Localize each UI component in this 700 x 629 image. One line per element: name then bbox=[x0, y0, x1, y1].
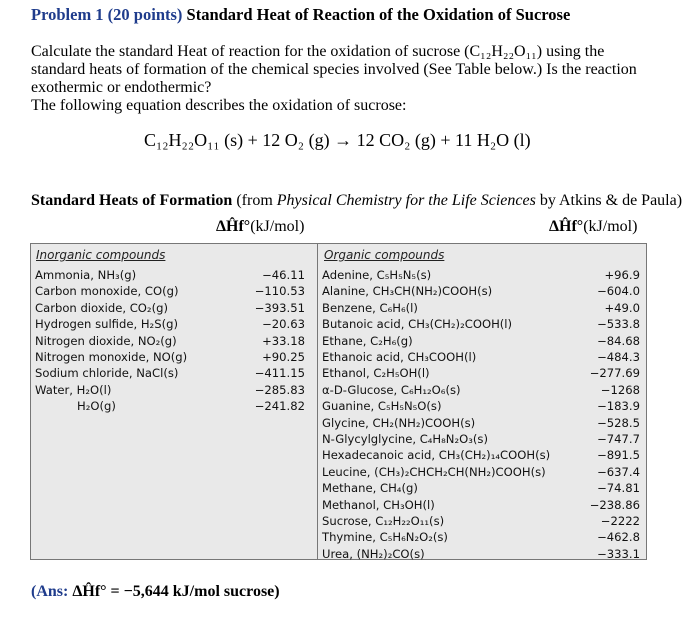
organic-compound-name: Ethanol, C₂H₅OH(l) bbox=[322, 366, 430, 381]
inorganic-column-title: Inorganic compounds bbox=[36, 248, 166, 262]
organic-compound-value: −183.9 bbox=[597, 399, 640, 414]
problem-label: Problem 1 (20 points) bbox=[31, 5, 183, 24]
inorganic-compound-name: Nitrogen monoxide, NO(g) bbox=[35, 350, 188, 364]
organic-compound-value: −84.68 bbox=[597, 333, 640, 348]
inorganic-compound-name: H₂O(g) bbox=[77, 399, 116, 414]
organic-column-title: Organic compounds bbox=[324, 248, 445, 262]
organic-compound-name: Urea, (NH₂)₂CO(s) bbox=[322, 546, 425, 561]
organic-compound-value: +96.9 bbox=[604, 268, 640, 282]
inorganic-compound-name: Nitrogen dioxide, NO₂(g) bbox=[35, 333, 177, 348]
table-caption-title: Standard Heats of Formation bbox=[31, 192, 233, 209]
organic-compound-name: Ethanoic acid, CH₃COOH(l) bbox=[322, 350, 477, 364]
organic-compound-value: −533.8 bbox=[597, 317, 640, 332]
enthalpy-header-left bbox=[216, 218, 304, 236]
inorganic-compound-value: +90.25 bbox=[262, 350, 305, 364]
organic-compound-value: −1268 bbox=[600, 382, 640, 397]
inorganic-compound-value: −46.11 bbox=[262, 268, 305, 282]
organic-compound-name: Sucrose, C₁₂H₂₂O₁₁(s) bbox=[322, 514, 445, 528]
organic-compound-name: Ethane, C₂H₆(g) bbox=[322, 333, 413, 348]
enthalpy-symbol: ΔĤf° bbox=[549, 218, 584, 235]
problem-title bbox=[31, 5, 570, 25]
reaction-equation: C₁₂H₂₂O₁₁ (s) + 12 O₂ (g) → 12 CO₂ (g) + 11 H₂O (l) bbox=[144, 130, 531, 150]
answer bbox=[31, 583, 280, 601]
enthalpy-symbol: ΔĤf° bbox=[216, 218, 251, 235]
organic-compound-name: Hexadecanoic acid, CH₃(CH₂)₁₄COOH(s) bbox=[322, 448, 551, 463]
organic-compound-name: Methanol, CH₃OH(l) bbox=[322, 497, 435, 512]
problem-statement: Calculate the standard Heat of reaction for the oxidation of sucrose (C₁₂H₂₂O₁₁) using the standard heats of formation of the chemical species involved (See Table below.) Is the reaction exothermic or endothermic? bbox=[31, 43, 637, 96]
organic-compound-name: N-Glycylglycine, C₄H₈N₂O₃(s) bbox=[322, 432, 488, 446]
inorganic-compound-name: Water, H₂O(l) bbox=[35, 382, 112, 397]
inorganic-compound-name: Hydrogen sulfide, H₂S(g) bbox=[35, 317, 178, 332]
organic-compound-value: −277.69 bbox=[589, 366, 640, 381]
table-caption-source: Physical Chemistry for the Life Sciences bbox=[276, 192, 536, 209]
inorganic-compound-name: Sodium chloride, NaCl(s) bbox=[35, 366, 179, 381]
organic-compound-name: Guanine, C₅H₅N₅O(s) bbox=[322, 399, 442, 414]
inorganic-compound-value: −285.83 bbox=[254, 382, 305, 397]
enthalpy-unit: (kJ/mol) bbox=[583, 218, 638, 235]
inorganic-compound-value: −110.53 bbox=[254, 284, 305, 299]
organic-compound-name: Alanine, CH₃CH(NH₂)COOH(s) bbox=[322, 284, 493, 299]
table-divider bbox=[317, 244, 318, 559]
table-caption-text-1: (from bbox=[232, 192, 277, 209]
enthalpy-unit: (kJ/mol) bbox=[250, 218, 305, 235]
inorganic-compound-value: −20.63 bbox=[262, 317, 305, 332]
problem-heading: Standard Heat of Reaction of the Oxidation of Sucrose bbox=[186, 5, 571, 24]
organic-compound-value: +49.0 bbox=[604, 300, 640, 315]
equation-intro: The following equation describes the oxidation of sucrose: bbox=[31, 97, 407, 114]
organic-compound-name: α-D-Glucose, C₆H₁₂O₆(s) bbox=[322, 382, 461, 397]
organic-compound-value: −462.8 bbox=[597, 530, 640, 545]
heats-of-formation-table bbox=[30, 243, 647, 560]
organic-compound-value: −637.4 bbox=[597, 464, 640, 479]
organic-compound-name: Glycine, CH₂(NH₂)COOH(s) bbox=[322, 415, 476, 430]
inorganic-compound-value: −241.82 bbox=[254, 399, 305, 414]
organic-compound-name: Butanoic acid, CH₃(CH₂)₂COOH(l) bbox=[322, 317, 513, 332]
organic-compound-name: Adenine, C₅H₅N₅(s) bbox=[322, 268, 432, 282]
organic-compound-value: −238.86 bbox=[589, 497, 640, 512]
organic-compound-name: Methane, CH₄(g) bbox=[322, 481, 418, 496]
organic-compound-name: Thymine, C₅H₆N₂O₂(s) bbox=[322, 530, 448, 545]
inorganic-compound-name: Ammonia, NH₃(g) bbox=[35, 268, 137, 282]
organic-compound-name: Benzene, C₆H₆(l) bbox=[322, 300, 418, 315]
inorganic-compound-value: −393.51 bbox=[254, 300, 305, 315]
enthalpy-header-right bbox=[549, 218, 637, 236]
inorganic-compound-name: Carbon monoxide, CO(g) bbox=[35, 284, 179, 299]
organic-compound-value: −74.81 bbox=[597, 481, 640, 496]
organic-compound-value: −333.1 bbox=[597, 546, 640, 561]
inorganic-compound-value: +33.18 bbox=[262, 333, 305, 348]
organic-compound-value: −528.5 bbox=[597, 415, 640, 430]
organic-compound-value: −2222 bbox=[600, 514, 640, 528]
inorganic-compound-name: Carbon dioxide, CO₂(g) bbox=[35, 300, 168, 315]
organic-compound-value: −484.3 bbox=[597, 350, 640, 364]
organic-compound-name: Leucine, (CH₃)₂CHCH₂CH(NH₂)COOH(s) bbox=[322, 464, 546, 479]
answer-value: ΔĤf° = −5,644 kJ/mol sucrose) bbox=[72, 583, 280, 600]
inorganic-compound-value: −411.15 bbox=[254, 366, 305, 381]
table-caption-text-2: by Atkins & de Paula) bbox=[535, 192, 683, 209]
organic-compound-value: −891.5 bbox=[597, 448, 640, 463]
organic-compound-value: −604.0 bbox=[597, 284, 640, 299]
answer-prefix: (Ans: bbox=[31, 583, 73, 600]
table-caption bbox=[31, 192, 682, 210]
organic-compound-value: −747.7 bbox=[597, 432, 640, 446]
